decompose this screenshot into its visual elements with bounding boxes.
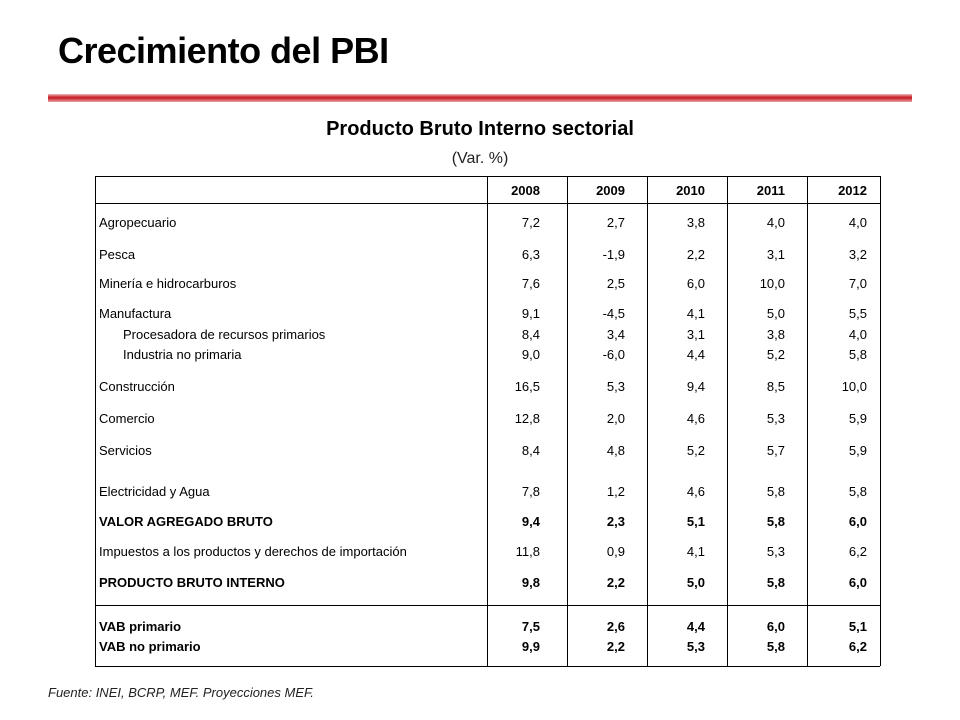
cell-value: 6,2 [848, 639, 867, 654]
row-label: Industria no primaria [123, 347, 242, 362]
cell-value: 2,5 [606, 276, 625, 291]
cell-value: 5,0 [686, 575, 705, 590]
cell-value: 5,3 [606, 379, 625, 394]
cell-value: 9,8 [521, 575, 540, 590]
cell-value: 8,5 [766, 379, 785, 394]
row-label: VAB primario [99, 619, 182, 634]
cell-value: 2,2 [686, 247, 705, 262]
cell-value: 3,2 [848, 247, 867, 262]
cell-value: 7,6 [521, 276, 540, 291]
cell-value: 3,1 [686, 327, 705, 342]
cell-value: 2,2 [606, 639, 625, 654]
cell-value: 2,6 [606, 619, 625, 634]
cell-value: 6,0 [848, 575, 867, 590]
cell-value: 12,8 [514, 411, 540, 426]
table-header-row [95, 182, 880, 200]
cell-value: 9,4 [521, 514, 540, 529]
table-bottom-rule [95, 666, 880, 667]
cell-value: 4,1 [686, 544, 705, 559]
cell-value: 10,0 [759, 276, 785, 291]
cell-value: 3,8 [686, 215, 705, 230]
cell-value: 5,2 [766, 347, 785, 362]
cell-value: -4,5 [602, 306, 625, 321]
cell-value: 4,4 [686, 619, 705, 634]
year-header: 2008 [511, 183, 540, 198]
cell-value: 5,1 [686, 514, 705, 529]
cell-value: 5,8 [766, 514, 785, 529]
cell-value: 8,4 [521, 443, 540, 458]
row-label: Pesca [99, 247, 136, 262]
table-row [95, 574, 880, 592]
column-divider [880, 176, 881, 666]
title-divider [48, 94, 912, 102]
cell-value: 6,0 [848, 514, 867, 529]
table-row [95, 543, 880, 561]
table-row [95, 246, 880, 264]
table-row [95, 483, 880, 501]
cell-value: 5,7 [766, 443, 785, 458]
cell-value: 5,0 [766, 306, 785, 321]
cell-value: 4,6 [686, 411, 705, 426]
cell-value: 7,5 [521, 619, 540, 634]
cell-value: 5,9 [848, 411, 867, 426]
table-row [95, 410, 880, 428]
cell-value: 4,0 [848, 327, 867, 342]
cell-value: 2,2 [606, 575, 625, 590]
cell-value: 4,4 [686, 347, 705, 362]
cell-value: 2,7 [606, 215, 625, 230]
table-row [95, 346, 880, 364]
row-label: Manufactura [99, 306, 172, 321]
cell-value: 5,8 [766, 575, 785, 590]
cell-value: 5,3 [766, 544, 785, 559]
table-row [95, 442, 880, 460]
cell-value: -1,9 [602, 247, 625, 262]
row-label: Electricidad y Agua [99, 484, 210, 499]
cell-value: 5,3 [686, 639, 705, 654]
cell-value: 6,0 [686, 276, 705, 291]
cell-value: 5,2 [686, 443, 705, 458]
table-row [95, 214, 880, 232]
cell-value: 7,8 [521, 484, 540, 499]
row-label: VAB no primario [99, 639, 201, 654]
cell-value: 5,3 [766, 411, 785, 426]
table-title: Producto Bruto Interno sectorial [326, 118, 634, 140]
table-subtitle: (Var. %) [451, 150, 509, 167]
row-label: Comercio [99, 411, 155, 426]
cell-value: 4,0 [848, 215, 867, 230]
row-label: Procesadora de recursos primarios [123, 327, 326, 342]
cell-value: -6,0 [602, 347, 625, 362]
cell-value: 5,9 [848, 443, 867, 458]
row-label: Agropecuario [99, 215, 177, 230]
table-row [95, 326, 880, 344]
cell-value: 2,0 [606, 411, 625, 426]
cell-value: 5,8 [848, 484, 867, 499]
cell-value: 4,0 [766, 215, 785, 230]
cell-value: 5,1 [848, 619, 867, 634]
row-label: Construcción [99, 379, 175, 394]
year-header: 2009 [596, 183, 625, 198]
cell-value: 6,2 [848, 544, 867, 559]
cell-value: 5,8 [766, 484, 785, 499]
table-row [95, 275, 880, 293]
table-row [95, 638, 880, 656]
cell-value: 8,4 [521, 327, 540, 342]
year-header: 2010 [676, 183, 705, 198]
cell-value: 5,8 [766, 639, 785, 654]
cell-value: 5,8 [848, 347, 867, 362]
slide-title: Crecimiento del PBI [58, 30, 389, 71]
cell-value: 1,2 [606, 484, 625, 499]
table-row [95, 618, 880, 636]
cell-value: 7,0 [848, 276, 867, 291]
table-row [95, 305, 880, 323]
cell-value: 16,5 [514, 379, 540, 394]
cell-value: 0,9 [606, 544, 625, 559]
table-row [95, 513, 880, 531]
cell-value: 6,0 [766, 619, 785, 634]
cell-value: 2,3 [606, 514, 625, 529]
source-note: Fuente: INEI, BCRP, MEF. Proyecciones MEF. [48, 685, 314, 700]
cell-value: 9,1 [521, 306, 540, 321]
year-header: 2012 [838, 183, 867, 198]
cell-value: 3,8 [766, 327, 785, 342]
cell-value: 4,6 [686, 484, 705, 499]
cell-value: 3,1 [766, 247, 785, 262]
cell-value: 9,4 [686, 379, 705, 394]
row-label: Minería e hidrocarburos [99, 276, 237, 291]
cell-value: 4,1 [686, 306, 705, 321]
row-label: VALOR AGREGADO BRUTO [99, 514, 273, 529]
cell-value: 11,8 [515, 544, 540, 559]
row-label: Impuestos a los productos y derechos de importación [99, 544, 407, 559]
cell-value: 3,4 [606, 327, 625, 342]
cell-value: 5,5 [848, 306, 867, 321]
year-header: 2011 [756, 183, 785, 198]
cell-value: 4,8 [606, 443, 625, 458]
cell-value: 10,0 [841, 379, 867, 394]
cell-value: 9,9 [521, 639, 540, 654]
row-label: PRODUCTO BRUTO INTERNO [99, 575, 285, 590]
cell-value: 7,2 [521, 215, 540, 230]
row-label: Servicios [99, 443, 152, 458]
cell-value: 6,3 [521, 247, 540, 262]
table-row [95, 378, 880, 396]
cell-value: 9,0 [521, 347, 540, 362]
